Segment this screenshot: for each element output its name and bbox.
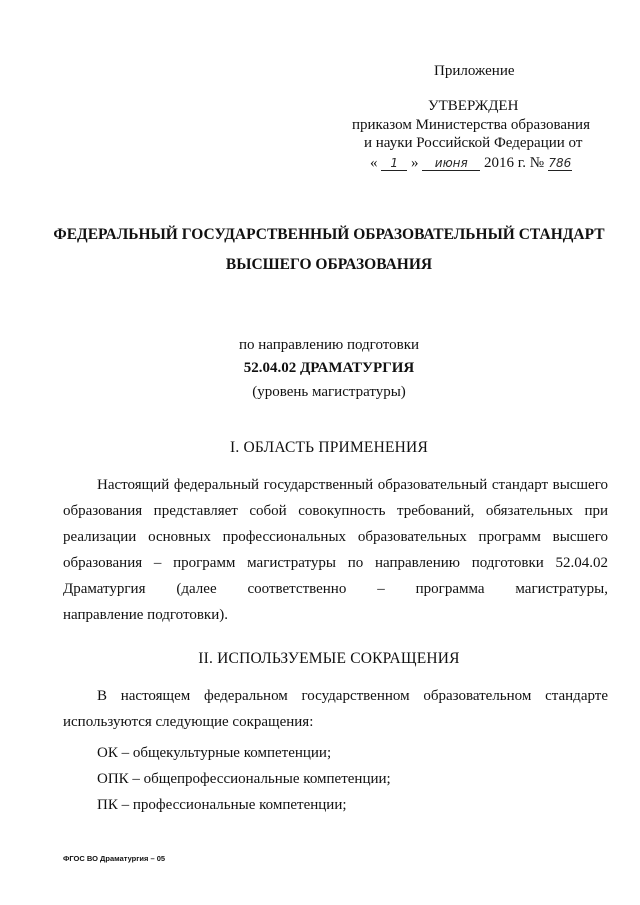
- date-open-quote: «: [370, 155, 378, 171]
- title-line-1: ФЕДЕРАЛЬНЫЙ ГОСУДАРСТВЕННЫЙ ОБРАЗОВАТЕЛЬНЫЙ СТАНДАРТ: [53, 226, 605, 243]
- section-1-body: Настоящий федеральный государственный образовательный стандарт высшего образования представляет собой совокупность требований, обязательных при реализации основных профессиональных образовательных программ высшего образования – программ магистратуры по направлению подготовки 52.04.02 Драматургия (далее соответственно – программа магистратуры,: [63, 477, 608, 597]
- order-line-1: приказом Министерства образования: [352, 117, 590, 133]
- abbreviation-item: ОПК – общепрофессиональные компетенции;: [97, 771, 391, 787]
- education-level: (уровень магистратуры): [252, 384, 406, 400]
- approved-label: УТВЕРЖДЕН: [428, 98, 519, 114]
- direction-label: по направлению подготовки: [238, 337, 420, 353]
- section-2-paragraph: [63, 683, 608, 735]
- date-year: 2016 г. №: [484, 155, 545, 171]
- section-2-body-last: используются следующие сокращения:: [63, 714, 314, 730]
- section-1-body-last: направление подготовки).: [63, 607, 228, 623]
- appendix-label: Приложение: [434, 63, 515, 79]
- order-line-2: и науки Российской Федерации от: [364, 135, 583, 151]
- section-2-heading: II. ИСПОЛЬЗУЕМЫЕ СОКРАЩЕНИЯ: [198, 650, 460, 667]
- date-day-handwritten: 1: [381, 156, 407, 171]
- abbreviation-item: ПК – профессиональные компетенции;: [97, 797, 347, 813]
- section-2-body: В настоящем федеральном государственном образовательном стандарте: [97, 688, 608, 704]
- page-footer: ФГОС ВО Драматургия – 05: [63, 854, 166, 863]
- document-title: [40, 220, 618, 280]
- date-month-handwritten: июня: [422, 156, 480, 171]
- section-1-heading: I. ОБЛАСТЬ ПРИМЕНЕНИЯ: [230, 439, 428, 456]
- order-number-handwritten: 786: [548, 156, 572, 170]
- direction-code: 52.04.02 ДРАМАТУРГИЯ: [243, 360, 415, 376]
- section-1-paragraph: [63, 472, 608, 628]
- title-line-2: ВЫСШЕГО ОБРАЗОВАНИЯ: [225, 256, 433, 273]
- date-close-quote: »: [411, 155, 419, 171]
- order-date-line: [370, 154, 572, 172]
- abbreviation-item: ОК – общекультурные компетенции;: [97, 745, 332, 761]
